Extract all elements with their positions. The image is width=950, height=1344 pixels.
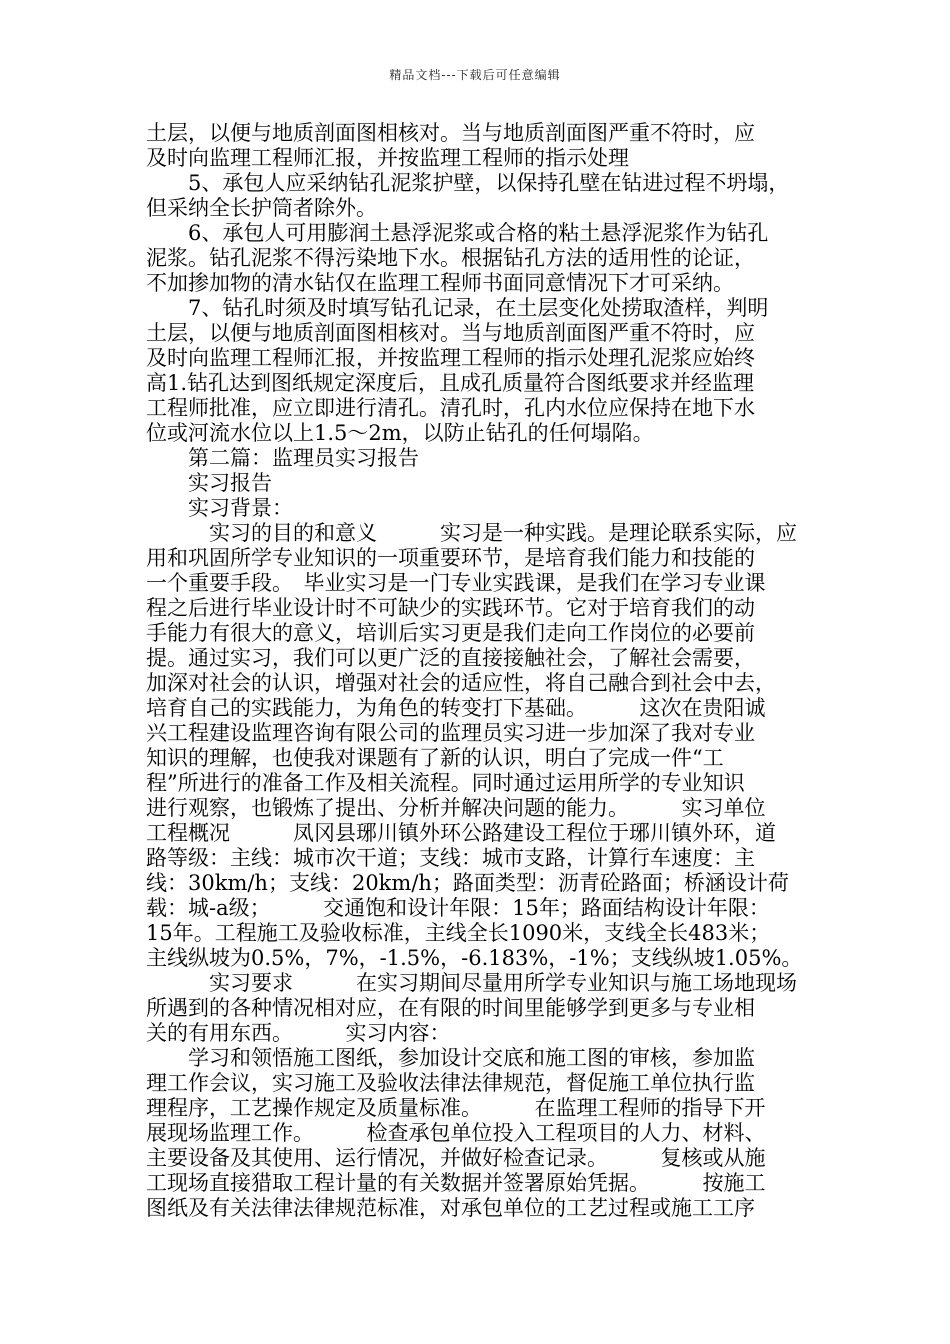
text-line: 培育自己的实践能力，为角色的转变打下基础。 这次在贵阳诚 — [146, 696, 766, 720]
text-line: 图纸及有关法律法律规范标准，对承包单位的工艺过程或施工工序 — [146, 1196, 755, 1220]
text-line: 土层，以便与地质剖面图相核对。当与地质剖面图严重不符时，应 — [146, 321, 755, 345]
text-line: 5、承包人应采纳钻孔泥浆护壁，以保持孔壁在钻进过程不坍塌， — [146, 171, 790, 195]
text-line: 关的有用东西。 实习内容： — [146, 1021, 451, 1045]
text-line: 程”所进行的准备工作及相关流程。同时通过运用所学的专业知识 — [146, 771, 745, 795]
text-line: 主线纵坡为0.5%，7%，-1.5%，-6.183%，-1%；支线纵坡1.05%。 — [146, 946, 803, 970]
text-line: 及时向监理工程师汇报，并按监理工程师的指示处理孔泥浆应始终 — [146, 346, 755, 370]
document-body — [146, 121, 814, 1221]
text-line: 知识的理解，也使我对课题有了新的认识，明白了完成一件“工 — [146, 746, 724, 770]
text-line: 提。通过实习，我们可以更广泛的直接接触社会，了解社会需要， — [146, 646, 755, 670]
text-line: 不加掺加物的清水钻仅在监理工程师书面同意情况下才可采纳。 — [146, 271, 734, 295]
text-line: 工程概况 凤冈县琊川镇外环公路建设工程位于琊川镇外环，道 — [146, 821, 776, 845]
text-line: 线：30km/h；支线：20km/h；路面类型：沥青砼路面；桥涵设计荷 — [146, 871, 789, 895]
text-line: 理程序，工艺操作规定及质量标准。 在监理工程师的指导下开 — [146, 1096, 766, 1120]
text-line: 但采纳全长护筒者除外。 — [146, 196, 377, 220]
text-line: 进行观察，也锻炼了提出、分析并解决问题的能力。 实习单位 — [146, 796, 766, 820]
text-line: 实习报告 — [146, 471, 272, 495]
text-line: 展现场监理工作。 检查承包单位投入工程项目的人力、材料、 — [146, 1121, 766, 1145]
text-line: 6、承包人可用膨润土悬浮泥浆或合格的粘土悬浮泥浆作为钻孔 — [146, 221, 769, 245]
text-line: 实习背景： — [146, 496, 293, 520]
text-line: 程之后进行毕业设计时不可缺少的实践环节。它对于培育我们的动 — [146, 596, 755, 620]
text-line: 第二篇：监理员实习报告 — [146, 446, 419, 470]
text-line: 用和巩固所学专业知识的一项重要环节，是培育我们能力和技能的 — [146, 546, 755, 570]
text-line: 理工作会议，实习施工及验收法律法律规范，督促施工单位执行监 — [146, 1071, 755, 1095]
text-line: 一个重要手段。 毕业实习是一门专业实践课，是我们在学习专业课 — [146, 571, 766, 595]
text-line: 位或河流水位以上1.5～2m，以防止钻孔的任何塌陷。 — [146, 421, 654, 445]
text-line: 土层，以便与地质剖面图相核对。当与地质剖面图严重不符时，应 — [146, 121, 755, 145]
text-line: 手能力有很大的意义，培训后实习更是我们走向工作岗位的必要前 — [146, 621, 755, 645]
text-line: 7、钻孔时须及时填写钻孔记录，在土层变化处捞取渣样，判明 — [146, 296, 769, 320]
text-line: 工程师批准，应立即进行清孔。清孔时，孔内水位应保持在地下水 — [146, 396, 755, 420]
text-line: 载：城-a级； 交通饱和设计年限：15年；路面结构设计年限： — [146, 896, 770, 920]
text-line: 学习和领悟施工图纸，参加设计交底和施工图的审核，参加监 — [146, 1046, 755, 1070]
text-line: 加深对社会的认识，增强对社会的适应性，将自己融合到社会中去， — [146, 671, 776, 695]
text-line: 所遇到的各种情况相对应，在有限的时间里能够学到更多与专业相 — [146, 996, 755, 1020]
text-line: 实习要求 在实习期间尽量用所学专业知识与施工场地现场 — [146, 971, 797, 995]
text-line: 15年。工程施工及验收标准，主线全长1090米，支线全长483米； — [146, 921, 771, 945]
text-line: 及时向监理工程师汇报，并按监理工程师的指示处理 — [146, 146, 629, 170]
text-line: 实习的目的和意义 实习是一种实践。是理论联系实际，应 — [146, 521, 797, 545]
text-line: 工现场直接猎取工程计量的有关数据并签署原始凭据。 按施工 — [146, 1171, 766, 1195]
text-line: 兴工程建设监理咨询有限公司的监理员实习进一步加深了我对专业 — [146, 721, 755, 745]
page-header: 精品文档---下载后可任意编辑 — [389, 68, 561, 82]
text-line: 主要设备及其使用、运行情况，并做好检查记录。 复核或从施 — [146, 1146, 766, 1170]
text-line: 路等级：主线：城市次干道；支线：城市支路，计算行车速度：主 — [146, 846, 755, 870]
text-line: 高1.钻孔达到图纸规定深度后，且成孔质量符合图纸要求并经监理 — [146, 371, 755, 395]
text-line: 泥浆。钻孔泥浆不得污染地下水。根据钻孔方法的适用性的论证， — [146, 246, 755, 270]
